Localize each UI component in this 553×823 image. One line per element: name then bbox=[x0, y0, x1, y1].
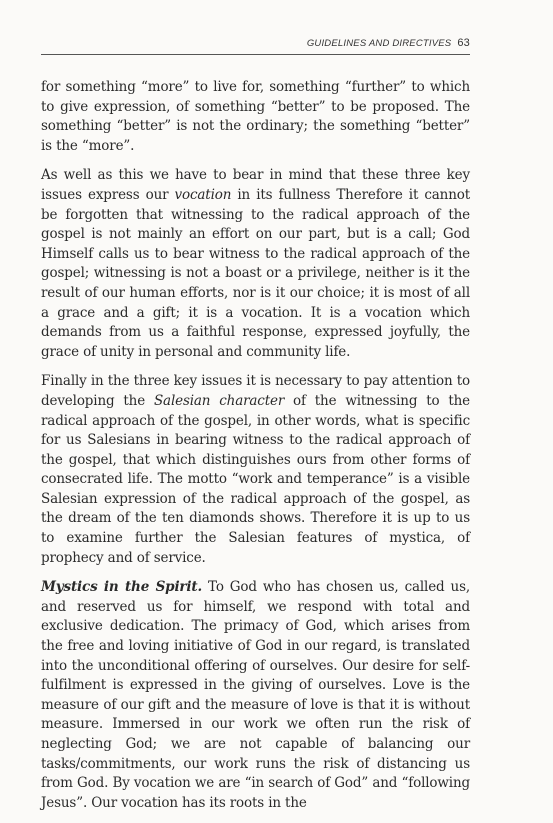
running-header bbox=[41, 37, 470, 49]
paragraph-text-after: of the witnessing to the radical approach of the gospel, in other words, what is specific for us Salesians in bearing witness to the radical approach of the gospel, that which distinguishes ours from other forms of consecrated life. The motto “work and temperance” is a visible Salesian expression of the radical approach of the gospel, as the dream of the ten diamonds shows. Therefore it is up to us to examine further the Salesian features of mystica, of prophecy and of service. bbox=[41, 392, 471, 566]
paragraph-text-before: As well as this we have to bear in mind that these three key issues express our bbox=[41, 167, 470, 203]
emphasis-salesian-character: Salesian character bbox=[153, 392, 285, 409]
paragraph-text-before: Finally in the three key issues it is necessary to pay attention to developing the bbox=[41, 373, 470, 409]
paragraph-text: for something “more” to live for, something “further” to which to give expression, of something “better” to be proposed. The something “better” is not the ordinary; the something “better” is the “more”. bbox=[41, 79, 470, 154]
paragraph-salesian-character bbox=[41, 372, 470, 568]
paragraph-text-after: in its fullness Therefore it cannot be forgotten that witnessing to the radical approach of the gospel is not mainly an effort on our part, but is a call; God Himself calls us to bear witness to the radical approach of the gospel; witnessing is not a boast or a privilege, neither is it the result of our human efforts, nor is it our choice; it is most of all a grace and a gift; it is a vocation. It is a vocation which demands from us a faithful response, expressed joyfully, the grace of unity in personal and community life. bbox=[41, 186, 470, 360]
paragraph-vocation bbox=[41, 166, 470, 362]
running-title: GUIDELINES AND DIRECTIVES bbox=[306, 38, 452, 49]
header-rule bbox=[41, 54, 470, 55]
paragraph-mystics bbox=[41, 578, 470, 813]
section-heading-mystics: Mystics in the Spirit. bbox=[41, 579, 203, 596]
emphasis-vocation: vocation bbox=[174, 186, 232, 203]
paragraph-continuation bbox=[41, 78, 470, 156]
page-number: 63 bbox=[457, 37, 470, 49]
paragraph-text: To God who has chosen us, called us, and reserved us for himself, we respond with total and exclusive dedication. The primacy of God, which arises from the free and loving initiative of God in our regard, is translated into the unconditional offering of ourselves. Our desire for self-fulfilment is expressed in the giving of ourselves. Love is the measure of our gift and the measure of love is that it is without measure. Immersed in our work we often run the risk of neglecting God; we are not capable of balancing our tasks/commitments, our work runs the risk of distancing us from God. By vocation we are “in search of God” and “following Jesus”. Our vocation has its roots in the bbox=[41, 579, 470, 811]
body-text bbox=[41, 78, 470, 823]
